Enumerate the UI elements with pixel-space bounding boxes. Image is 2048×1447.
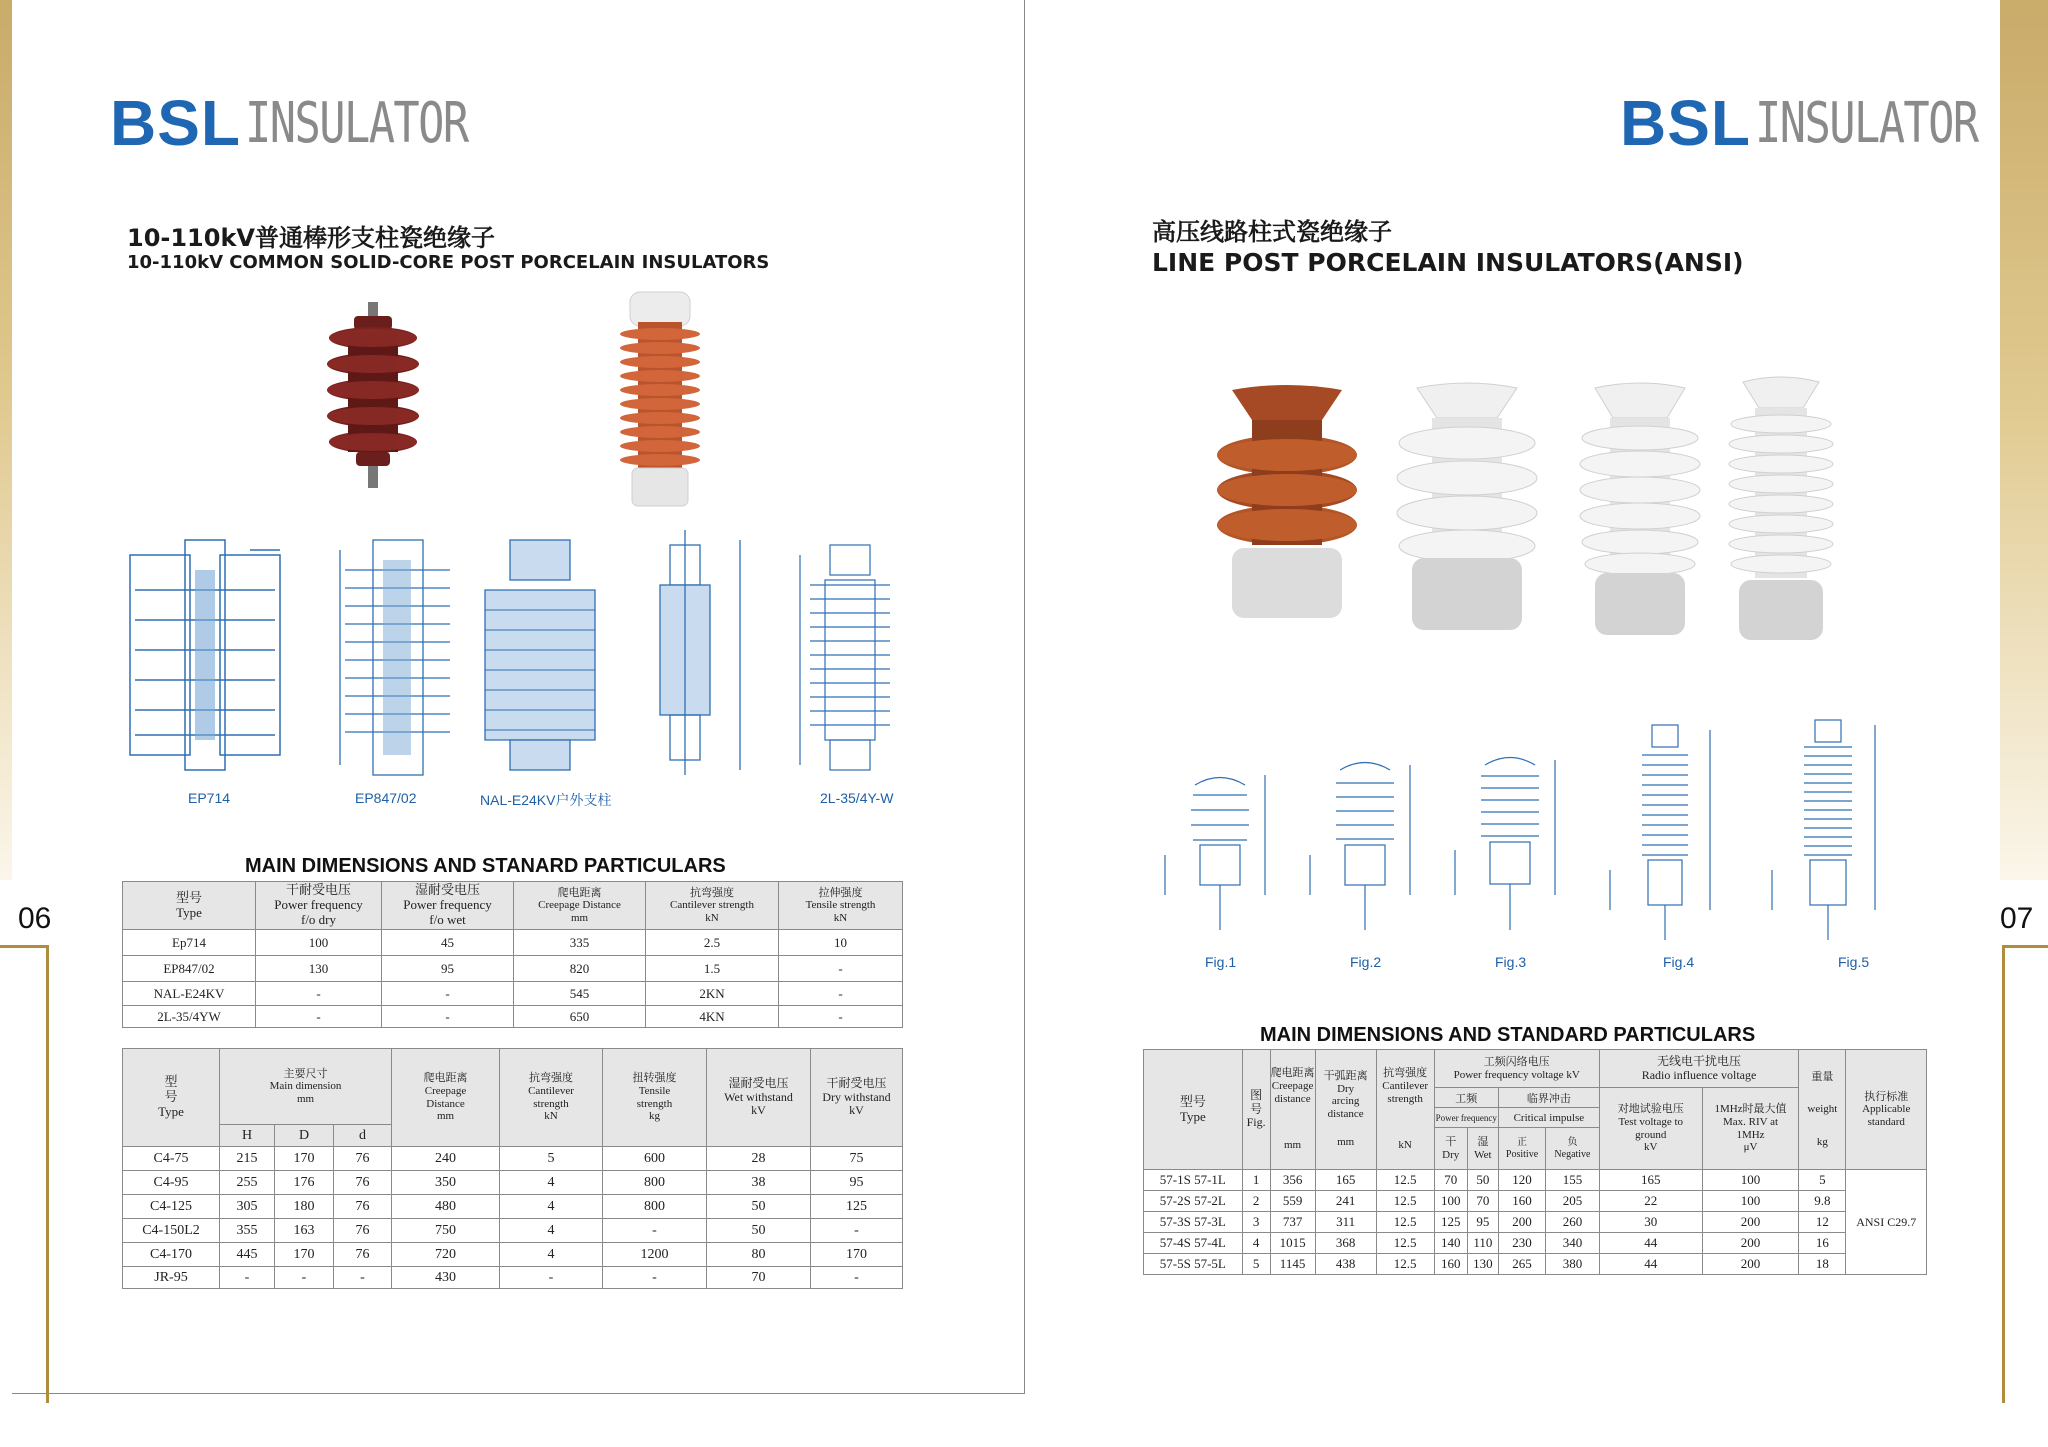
table-row: 57-2S 57-2L 2 559 241 12.5 100 70 160 205 22 100 9.8 xyxy=(1144,1191,1927,1212)
orange-insulator-photo xyxy=(618,292,702,512)
brown-insulator-photo xyxy=(318,302,428,492)
fig2-drawing xyxy=(1300,745,1430,940)
white-ansi-insulator-1-photo xyxy=(1392,378,1542,636)
header-cantilever: 抗弯强度 Cantilever strength kN xyxy=(500,1049,603,1147)
fig3-drawing xyxy=(1445,740,1575,940)
drawing-label-nal-e24kv: NAL-E24KV户外支柱 xyxy=(480,792,612,808)
header-cantilever: 抗弯强度 Cantilever strength kN xyxy=(1376,1050,1434,1170)
header-power-frequency-voltage: 工频闪络电压 Power frequency voltage kV xyxy=(1434,1050,1599,1088)
header-tensile: 拉伸强度 Tensile strength kN xyxy=(779,882,903,930)
ep714-drawing xyxy=(125,530,295,780)
fig4-drawing xyxy=(1600,720,1730,945)
left-logo xyxy=(110,88,530,158)
logo-insulator-text: INSULATOR xyxy=(1755,90,1978,156)
header-dry-sub: 干 Dry xyxy=(1434,1128,1467,1170)
left-section-title: MAIN DIMENSIONS AND STANARD PARTICULARS xyxy=(245,855,726,877)
logo-bsl-text: BSL xyxy=(1620,87,1751,159)
header-main-dimension: 主要尺寸 Main dimension mm xyxy=(220,1049,392,1125)
header-pf-en: Power frequency xyxy=(1434,1108,1498,1128)
right-corner-bracket xyxy=(2002,945,2048,1403)
table-row: C4-95 255 176 76 350 4 800 38 95 xyxy=(123,1171,903,1195)
white-ansi-insulator-3-photo xyxy=(1725,372,1837,644)
header-creepage: 爬电距离 Creepage Distance mm xyxy=(392,1049,500,1147)
logo-insulator-text: INSULATOR xyxy=(245,90,468,156)
drawing-label-ep714: EP714 xyxy=(188,790,231,806)
header-D: D xyxy=(275,1125,334,1147)
fig1-drawing xyxy=(1155,745,1285,940)
right-logo xyxy=(1620,88,2040,158)
table-row: EP847/02 130 95 820 1.5 - xyxy=(123,956,903,982)
fig-label-3: Fig.3 xyxy=(1495,954,1527,970)
fig-label-5: Fig.5 xyxy=(1838,954,1870,970)
line-post-drawing xyxy=(650,530,760,780)
header-type: 型 号 Type xyxy=(123,1049,220,1147)
left-table-1 xyxy=(122,881,903,1028)
header-wet: 湿耐受电压 Power frequency f/o wet xyxy=(382,882,514,930)
table-row: 57-3S 57-3L 3 737 311 12.5 125 95 200 260 30 200 12 xyxy=(1144,1212,1927,1233)
header-ci: 临界冲击 xyxy=(1498,1088,1599,1108)
left-page-number: 06 xyxy=(18,902,52,935)
right-section-title: MAIN DIMENSIONS AND STANDARD PARTICULARS xyxy=(1260,1024,1756,1046)
header-dry: 干耐受电压 Power frequency f/o dry xyxy=(256,882,382,930)
white-ansi-insulator-2-photo xyxy=(1575,378,1705,640)
right-title-cn: 高压线路柱式瓷绝缘子 xyxy=(1152,218,1392,246)
header-fig: 图 号 Fig. xyxy=(1242,1050,1270,1170)
table-row: 57-1S 57-1L 1 356 165 12.5 70 50 120 155 165 100 5 ANSI C29.7 xyxy=(1144,1170,1927,1191)
header-creepage: 爬电距离 Creepage distance mm xyxy=(1270,1050,1315,1170)
header-ci-en: Critical impulse xyxy=(1498,1108,1599,1128)
header-radio-influence: 无线电干扰电压 Radio influence voltage xyxy=(1599,1050,1798,1088)
ep847-drawing xyxy=(335,540,465,780)
nal-e24kv-drawing xyxy=(480,540,600,780)
table-header-row xyxy=(123,882,903,930)
header-positive-sub: 正 Positive xyxy=(1498,1128,1545,1170)
table-row: C4-150L2 355 163 76 750 4 - 50 - xyxy=(123,1219,903,1243)
header-wet-withstand: 湿耐受电压 Wet withstand kV xyxy=(707,1049,811,1147)
drawing-label-ep847: EP847/02 xyxy=(355,790,417,806)
table-row: Ep714 100 45 335 2.5 10 xyxy=(123,930,903,956)
header-creepage: 爬电距离 Creepage Distance mm xyxy=(514,882,646,930)
right-table xyxy=(1143,1049,1927,1275)
right-page-number: 07 xyxy=(2000,902,2034,935)
brown-ansi-insulator-photo xyxy=(1212,380,1362,630)
fig-label-1: Fig.1 xyxy=(1205,954,1237,970)
header-h: H xyxy=(220,1125,275,1147)
left-title-en: 10-110kV COMMON SOLID-CORE POST PORCELAIN INSULATORS xyxy=(127,252,770,273)
header-max-riv: 1MHz时最大值 Max. RIV at 1MHz μV xyxy=(1702,1088,1799,1170)
table-row: 2L-35/4YW - - 650 4KN - xyxy=(123,1006,903,1028)
fig-label-2: Fig.2 xyxy=(1350,954,1382,970)
table-row: 57-5S 57-5L 5 1145 438 12.5 160 130 265 380 44 200 18 xyxy=(1144,1254,1927,1275)
header-tensile: 扭转强度 Tensile strength kg xyxy=(603,1049,707,1147)
header-type: 型号 Type xyxy=(123,882,256,930)
fig-label-4: Fig.4 xyxy=(1663,954,1695,970)
header-standard: 执行标准 Applicable standard xyxy=(1846,1050,1927,1170)
left-corner-bracket xyxy=(0,945,49,1403)
right-title-en: LINE POST PORCELAIN INSULATORS(ANSI) xyxy=(1152,248,1744,277)
header-cantilever: 抗弯强度 Cantilever strength kN xyxy=(646,882,779,930)
table-row: C4-170 445 170 76 720 4 1200 80 170 xyxy=(123,1243,903,1267)
table-header-row xyxy=(1144,1050,1927,1088)
2l-35-drawing xyxy=(795,545,905,780)
header-type: 型号 Type xyxy=(1144,1050,1243,1170)
standard-value: ANSI C29.7 xyxy=(1846,1170,1927,1275)
logo-bsl-text: BSL xyxy=(110,87,241,159)
header-pf: 工频 xyxy=(1434,1088,1498,1108)
table-row: C4-75 215 170 76 240 5 600 28 75 xyxy=(123,1147,903,1171)
left-title-cn: 10-110kV普通棒形支柱瓷绝缘子 xyxy=(127,224,495,252)
header-dry-withstand: 干耐受电压 Dry withstand kV xyxy=(811,1049,903,1147)
drawing-label-2l35: 2L-35/4Y-W xyxy=(820,790,894,806)
fig5-drawing xyxy=(1760,715,1900,945)
table-row: NAL-E24KV - - 545 2KN - xyxy=(123,982,903,1006)
table-header-row xyxy=(123,1049,903,1125)
header-wet-sub: 湿 Wet xyxy=(1467,1128,1498,1170)
table-row: C4-125 305 180 76 480 4 800 50 125 xyxy=(123,1195,903,1219)
header-negative-sub: 负 Negative xyxy=(1546,1128,1600,1170)
table-row: JR-95 - - - 430 - - 70 - xyxy=(123,1267,903,1289)
header-dry-arcing: 干弧距离 Dry arcing distance mm xyxy=(1315,1050,1376,1170)
left-table-2 xyxy=(122,1048,903,1289)
table-row: 57-4S 57-4L 4 1015 368 12.5 140 110 230 340 44 200 16 xyxy=(1144,1233,1927,1254)
header-weight: 重量 weight kg xyxy=(1799,1050,1846,1170)
header-d: d xyxy=(334,1125,392,1147)
header-test-voltage: 对地试验电压 Test voltage to ground kV xyxy=(1599,1088,1702,1170)
